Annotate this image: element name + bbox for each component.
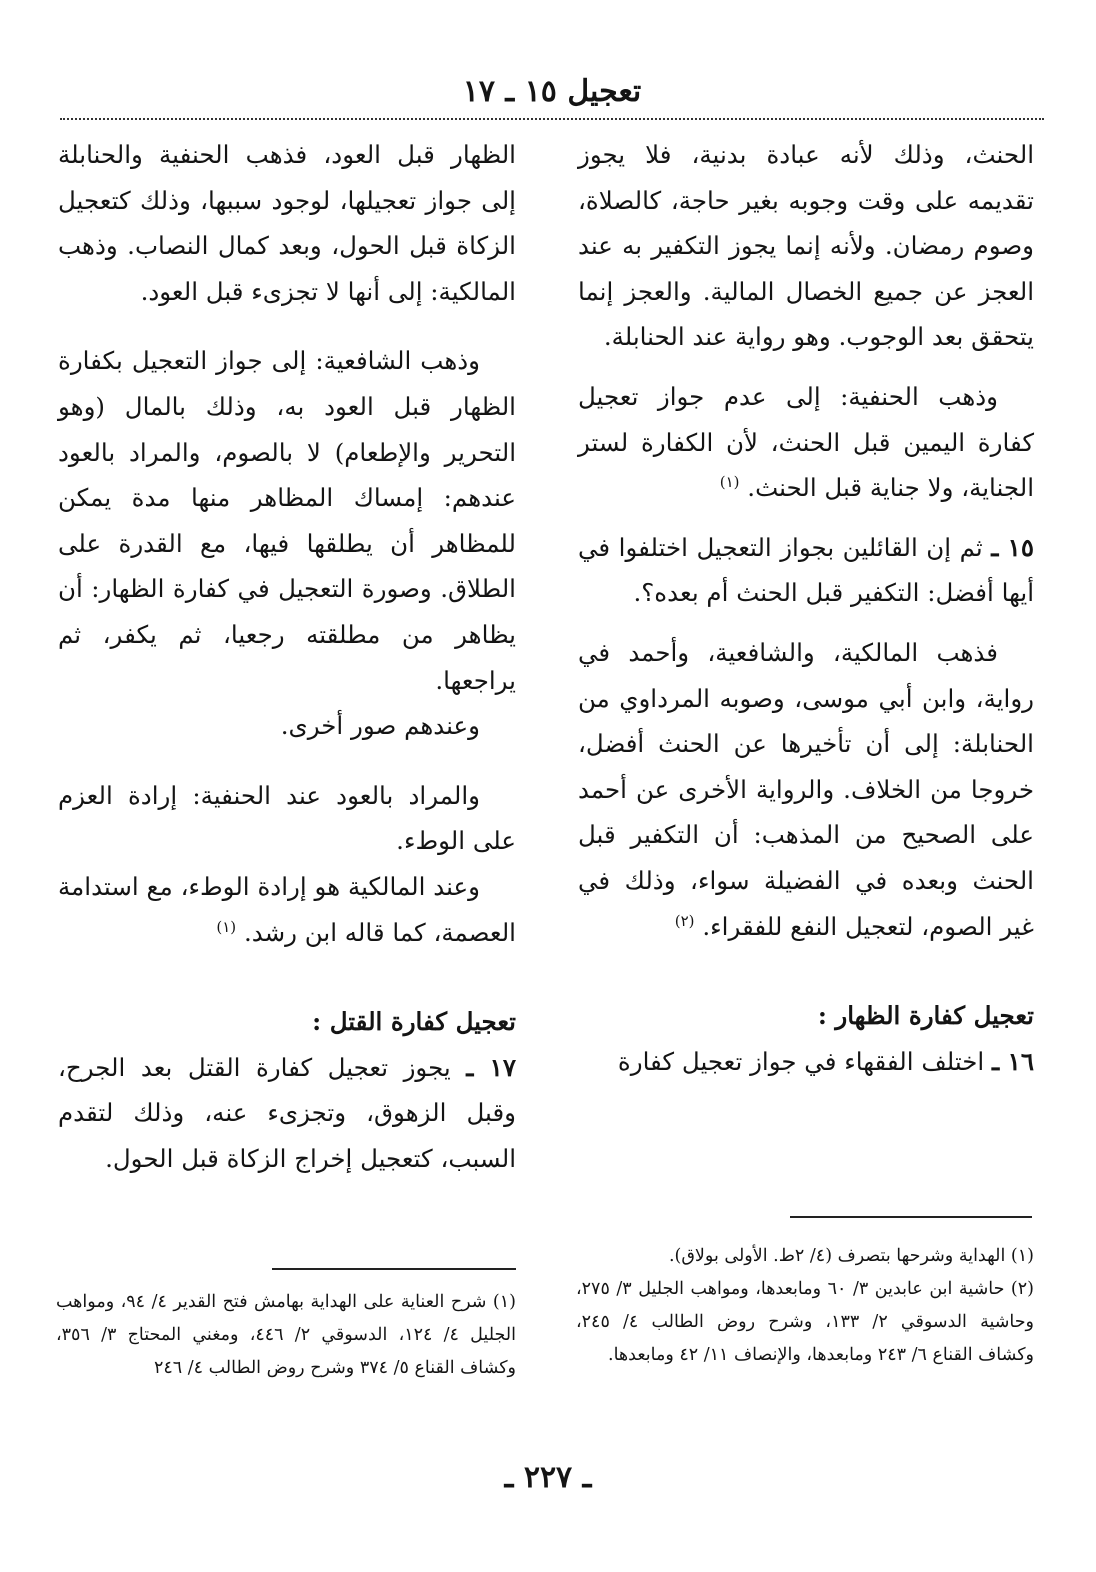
section-heading: تعجيل كفارة القتل :	[312, 1007, 516, 1037]
footnote-ref: (٢)	[674, 911, 695, 930]
footnote-rule	[272, 1268, 516, 1270]
section-paragraph	[578, 1039, 1034, 1085]
paragraph: والمراد بالعود عند الحنفية: إرادة العزم على الوطء.	[58, 780, 516, 856]
paragraph-text: اختلف الفقهاء في جواز تعجيل كفارة	[617, 1046, 992, 1076]
paragraph-text: ثم إن القائلين بجواز التعجيل اختلفوا في أيها أفضل: التكفير قبل الحنث أم بعده؟.	[578, 532, 1034, 608]
footnotes-left	[56, 1286, 516, 1385]
right-column	[578, 132, 1034, 1084]
footnote-rule	[790, 1216, 1032, 1218]
footnote-ref: (١)	[216, 917, 237, 936]
footnotes-right	[576, 1240, 1034, 1372]
section-paragraph	[578, 525, 1034, 616]
footnote: (٢) حاشية ابن عابدين ٣/ ٦٠ ومابعدها، ومواهب الجليل ٣/ ٢٧٥، وحاشية الدسوقي ٢/ ١٣٣، وشرح روض الطالب ٤/ ٢٤٥، وكشاف القناع ٦/ ٢٤٣ ومابعدها، والإنصاف ١١/ ٤٢ ومابعدها.	[576, 1279, 1034, 1365]
paragraph-text: وعند المالكية هو إرادة الوطء، مع استدامة العصمة، كما قاله ابن رشد.	[58, 871, 516, 947]
left-column	[58, 132, 516, 1181]
paragraph-text: يجوز تعجيل كفارة القتل بعد الجرح، وقبل الزهوق، وتجزىء عنه، وذلك لتقدم السبب، كتعجيل إخراج الزكاة قبل الحول.	[58, 1052, 516, 1173]
running-head: تعجيل ١٥ ـ ١٧	[462, 74, 642, 109]
section-heading: تعجيل كفارة الظهار :	[817, 1001, 1034, 1031]
paragraph	[58, 864, 516, 955]
paragraph-text: فذهب المالكية، والشافعية، وأحمد في رواية، وابن أبي موسى، وصوبه المرداوي من الحنابلة: إلى أن تأخيرها عن الحنث أفضل، خروجا من الخلاف. والرواية الأخرى عن أحمد على الصحيح من المذهب: أن التكفير قبل الحنث وبعده في الفضيلة سواء، وذلك في غير الصوم، لتعجيل النفع للفقراء.	[578, 637, 1034, 941]
section-number: ١٦ ـ	[991, 1046, 1034, 1076]
page-number: ـ ٢٢٧ ـ	[504, 1460, 592, 1495]
footnote-ref: (١)	[719, 473, 740, 491]
footnote: (١) شرح العناية على الهداية بهامش فتح القدير ٤/ ٩٤، ومواهب الجليل ٤/ ١٢٤، الدسوقي ٢/ ٤٤٦، ومغني المحتاج ٣/ ٣٥٦، وكشاف القناع ٥/ ٣٧٤ وشرح روض الطالب ٤/ ٢٤٦	[56, 1292, 516, 1378]
section-number: ١٧ ـ	[466, 1052, 516, 1082]
paragraph: الظهار قبل العود، فذهب الحنفية والحنابلة إلى جواز تعجيلها، لوجود سببها، وذلك كتعجيل الزكاة قبل الحول، وبعد كمال النصاب. وذهب المالكية: إلى أنها لا تجزىء قبل العود.	[58, 140, 516, 306]
footnote: (١) الهداية وشرحها بتصرف (٤/ ٢ط. الأولى بولاق).	[668, 1246, 1034, 1266]
paragraph: الحنث، وذلك لأنه عبادة بدنية، فلا يجوز تقديمه على وقت وجوبه بغير حاجة، كالصلاة، وصوم رمضان. ولأنه إنما يجوز التكفير به عند العجز عن جميع الخصال المالية. والعجز إنما يتحقق بعد الوجوب. وهو رواية عند الحنابلة.	[578, 140, 1034, 352]
paragraph: وعندهم صور أخرى.	[280, 711, 480, 741]
section-number: ١٥ ـ	[991, 532, 1034, 562]
header-dotted-rule	[60, 118, 1044, 120]
paragraph-text: وذهب الحنفية: إلى عدم جواز تعجيل كفارة اليمين قبل الحنث، لأن الكفارة لستر الجناية، ولا جناية قبل الحنث.	[578, 381, 1034, 503]
paragraph	[578, 630, 1034, 949]
paragraph	[578, 374, 1034, 511]
paragraph: وذهب الشافعية: إلى جواز التعجيل بكفارة الظهار قبل العود به، وذلك بالمال (وهو التحرير والإطعام) لا بالصوم، والمراد بالعود عندهم: إمساك المظاهر منها مدة يمكن للمظاهر أن يطلقها فيها، مع القدرة على الطلاق. وصورة التعجيل في كفارة الظهار: أن يظاهر من مطلقته رجعيا، ثم يكفر، ثم يراجعها.	[58, 346, 516, 695]
section-paragraph	[58, 1045, 516, 1182]
